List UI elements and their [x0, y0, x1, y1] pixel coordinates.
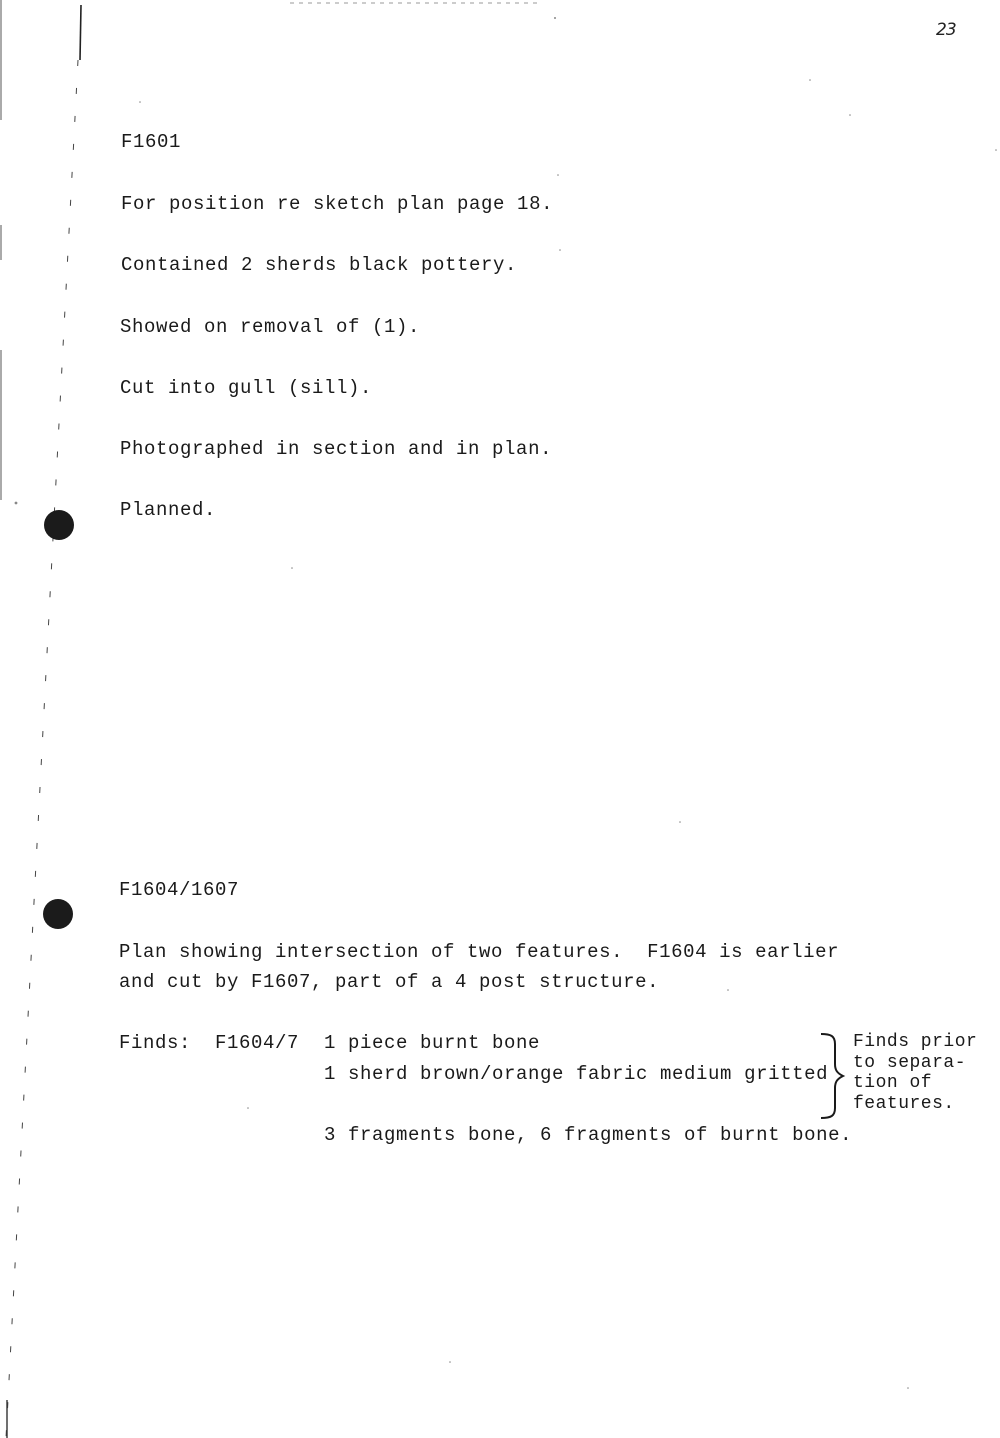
finds-item: 1 piece burnt bone [324, 1032, 541, 1054]
brace-note-line: to separa- [853, 1053, 967, 1073]
punch-hole-upper [44, 510, 74, 540]
page-number: 23 [936, 20, 956, 40]
section1-heading: F1601 [121, 131, 182, 153]
brace-note-line: tion of [853, 1073, 933, 1093]
section2-paragraph-line: and cut by F1607, part of a 4 post structure. [119, 971, 660, 993]
section1-line: Showed on removal of (1). [120, 316, 421, 338]
section1-line: Contained 2 sherds black pottery. [121, 254, 518, 276]
section2-heading: F1604/1607 [119, 879, 240, 901]
section1-line: Cut into gull (sill). [120, 377, 373, 399]
punch-hole-lower [43, 899, 73, 929]
finds-item: 1 sherd brown/orange fabric medium gritted [324, 1063, 829, 1085]
curly-brace-icon [815, 1030, 849, 1120]
finds-label: Finds: [119, 1032, 192, 1054]
finds-item: 3 fragments bone, 6 fragments of burnt bone. [324, 1124, 853, 1146]
brace-note-line: features. [853, 1094, 955, 1114]
section2-paragraph-line: Plan showing intersection of two features. F1604 is earlier [119, 941, 840, 963]
section1-line: Photographed in section and in plan. [120, 438, 553, 460]
finds-feature-ref: F1604/7 [215, 1032, 300, 1054]
section1-line: For position re sketch plan page 18. [121, 193, 554, 215]
section1-line: Planned. [120, 499, 217, 521]
brace-note-line: Finds prior [853, 1032, 978, 1052]
